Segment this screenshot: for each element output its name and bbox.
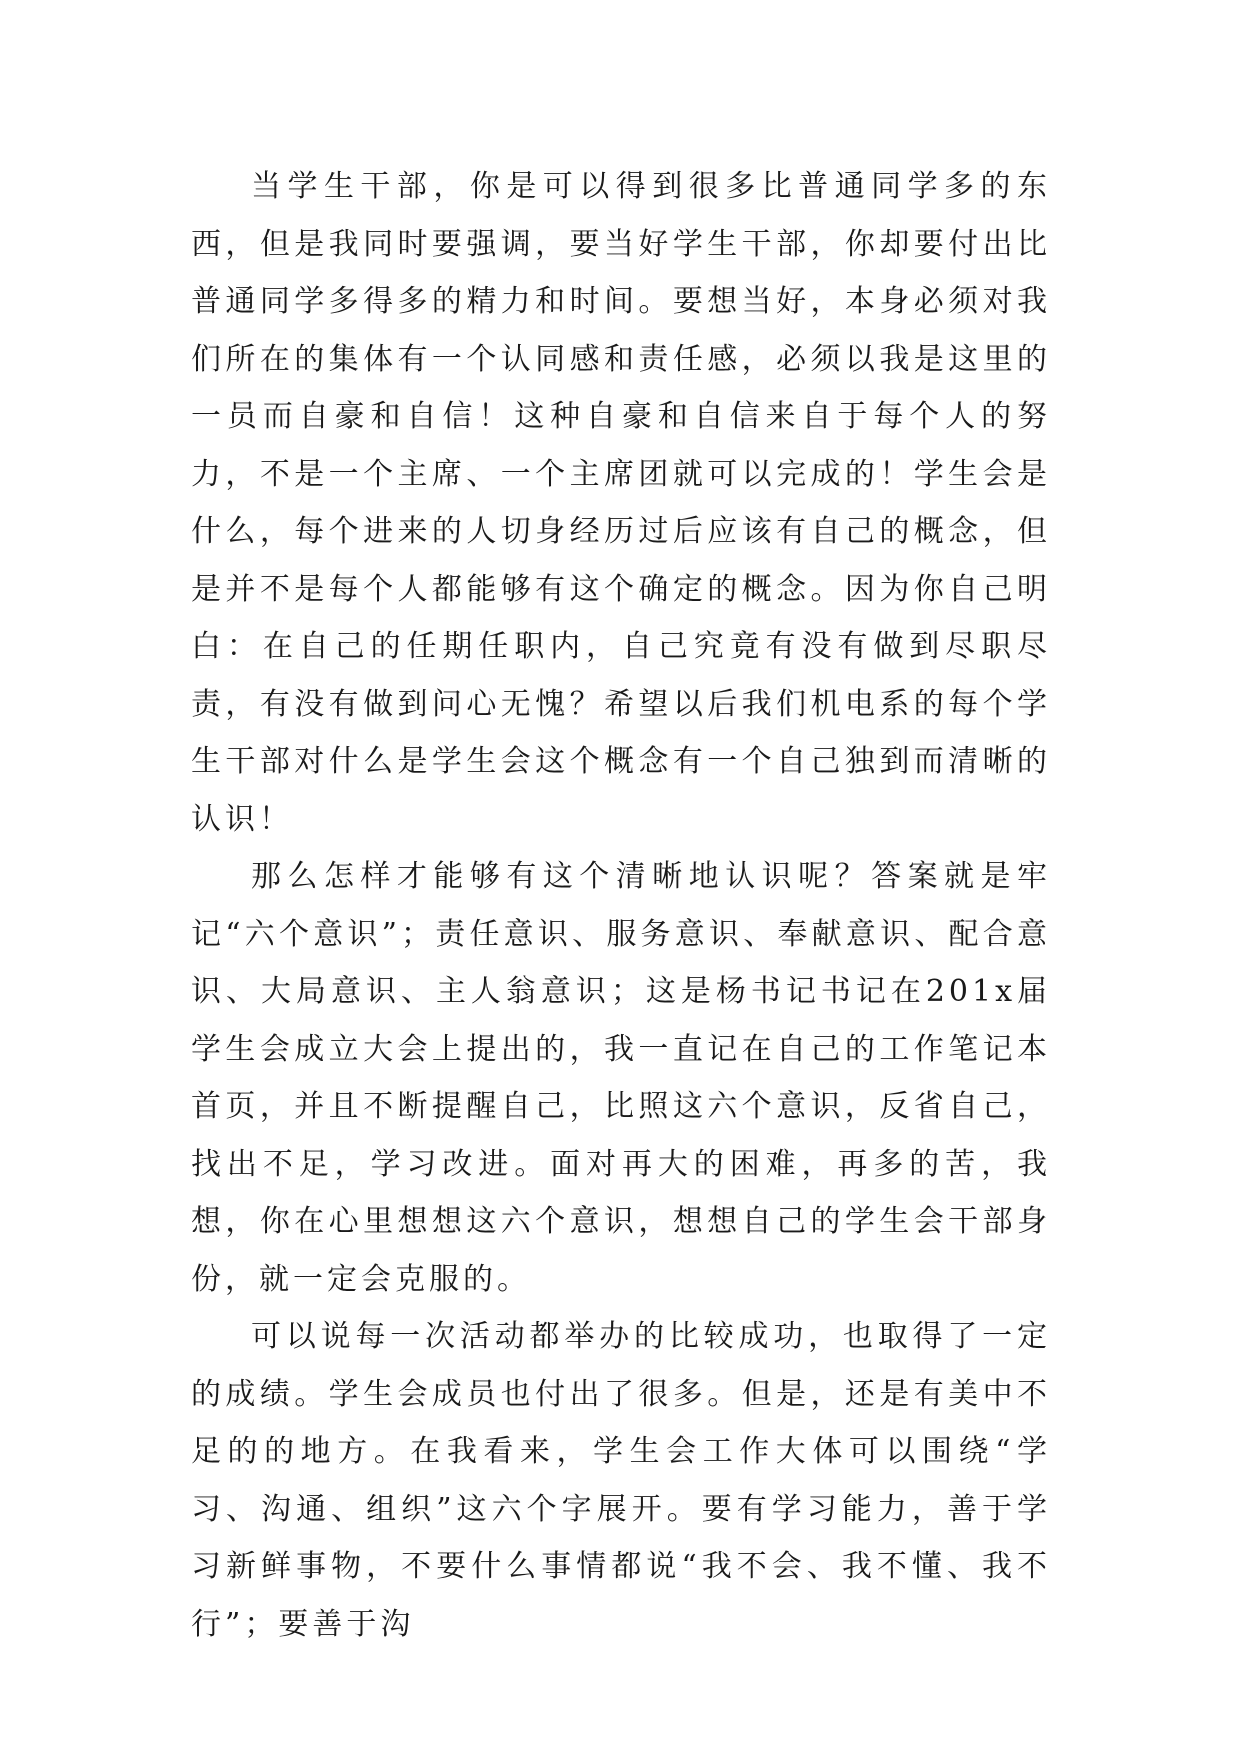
paragraph-2: 那么怎样才能够有这个清晰地认识呢？答案就是牢记“六个意识”；责任意识、服务意识、奉献意识、配合意识、大局意识、主人翁意识；这是杨书记书记在201x届学生会成立大会上提出的，我一直记在自己的工作笔记本首页，并且不断提醒自己，比照这六个意识，反省自己，找出不足，学习改进。面对再大的困难，再多的苦，我想，你在心里想想这六个意识，想想自己的学生会干部身份，就一定会克服的。 [191,859,1051,1297]
document-body [191,158,1051,1653]
paragraph-3: 可以说每一次活动都举办的比较成功，也取得了一定的成绩。学生会成员也付出了很多。但是，还是有美中不足的的地方。在我看来，学生会工作大体可以围绕“学习、沟通、组织”这六个字展开。要有学习能力，善于学习新鲜事物，不要什么事情都说“我不会、我不懂、我不行”；要善于沟 [191,1319,1051,1642]
paragraph-1: 当学生干部，你是可以得到很多比普通同学多的东西，但是我同时要强调，要当好学生干部，你却要付出比普通同学多得多的精力和时间。要想当好，本身必须对我们所在的集体有一个认同感和责任感，必须以我是这里的一员而自豪和自信！这种自豪和自信来自于每个人的努力，不是一个主席、一个主席团就可以完成的！学生会是什么，每个进来的人切身经历过后应该有自己的概念，但是并不是每个人都能够有这个确定的概念。因为你自己明白：在自己的任期任职内，自己究竟有没有做到尽职尽责，有没有做到问心无愧？希望以后我们机电系的每个学生干部对什么是学生会这个概念有一个自己独到而清晰的认识！ [191,169,1051,837]
